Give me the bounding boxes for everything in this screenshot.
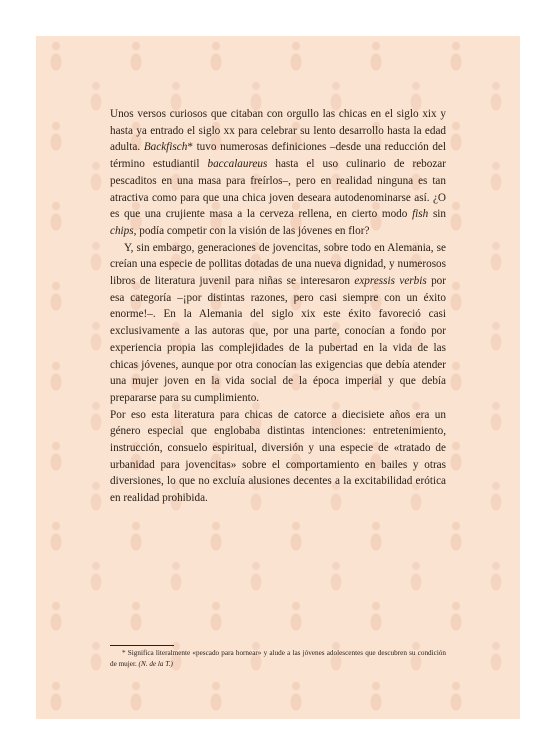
page <box>36 36 520 719</box>
italic-term: chips <box>110 224 134 237</box>
paragraph-1 <box>110 106 446 240</box>
text-run: * tuvo numerosas definiciones –desde una reducción del término estudiantil <box>110 141 447 171</box>
text-run: hasta el uso culinario de rebozar pescaditos en una masa para freírlos–, pero en realidad ninguna es tan atractiva como para que una chica joven deseara autodenominarse así. ¿O es que una crujiente masa a la cerveza rellena, en cierto modo <box>110 158 447 221</box>
translator-note: (N. de la T.) <box>138 660 173 668</box>
text-run: Unos versos curiosos que citaban con orgullo las chicas en el siglo xix y hasta ya entrado el siglo xx para celebrar su lento desarrollo hasta la edad adulta. <box>110 108 446 154</box>
footnote <box>110 648 446 670</box>
text-run: , podía competir con la visión de las jóvenes en flor? <box>133 224 370 237</box>
footnote-text: Significa literalmente «pescado para hornear» y alude a las jóvenes adolescentes que descubren su condición de mujer. <box>110 649 446 668</box>
text-run: por esa categoría –¡por distintas razones, pero casi siempre con un éxito enorme!–. En la Alemania del siglo xix este éxito favoreció casi exclusivamente a las autoras que, por una parte, conocían a fondo por experiencia propia las complejidades de la pubertad en la vida de las chicas jóvenes, aunque por otra conocían las exigencias que debía atender una mujer joven en la vida social de la época imperial y que debía prepararse para su cumplimiento. <box>110 275 446 404</box>
paragraph-2 <box>110 240 446 407</box>
footnote-mark: * <box>122 649 126 657</box>
paragraph-3: Por eso esta literatura para chicas de catorce a diecisiete años era un género especial que englobaba distintas intenciones: entretenimiento, instrucción, consuelo espiritual, diversión y una especie de «tratado de urbanidad para jovencitas» sobre el comportamiento en bailes y otras diversiones, lo que no excluía alusiones decentes a la excitabilidad erótica en realidad prohibida. <box>110 408 446 505</box>
italic-term: baccalaureus <box>207 158 268 171</box>
italic-term: expressis verbis <box>354 275 427 288</box>
italic-term: Backfisch <box>143 141 188 154</box>
footnote-rule <box>110 645 174 646</box>
italic-term: fish <box>412 208 429 221</box>
text-run: Y, sin embargo, generaciones de jovencitas, sobre todo en Alemania, se creían una especie de pollitas dotadas de una nueva dignidad, y numerosos libros de literatura juvenil para niñas se interesaron <box>110 241 446 288</box>
body-text <box>110 106 446 507</box>
text-run: sin <box>428 208 447 221</box>
